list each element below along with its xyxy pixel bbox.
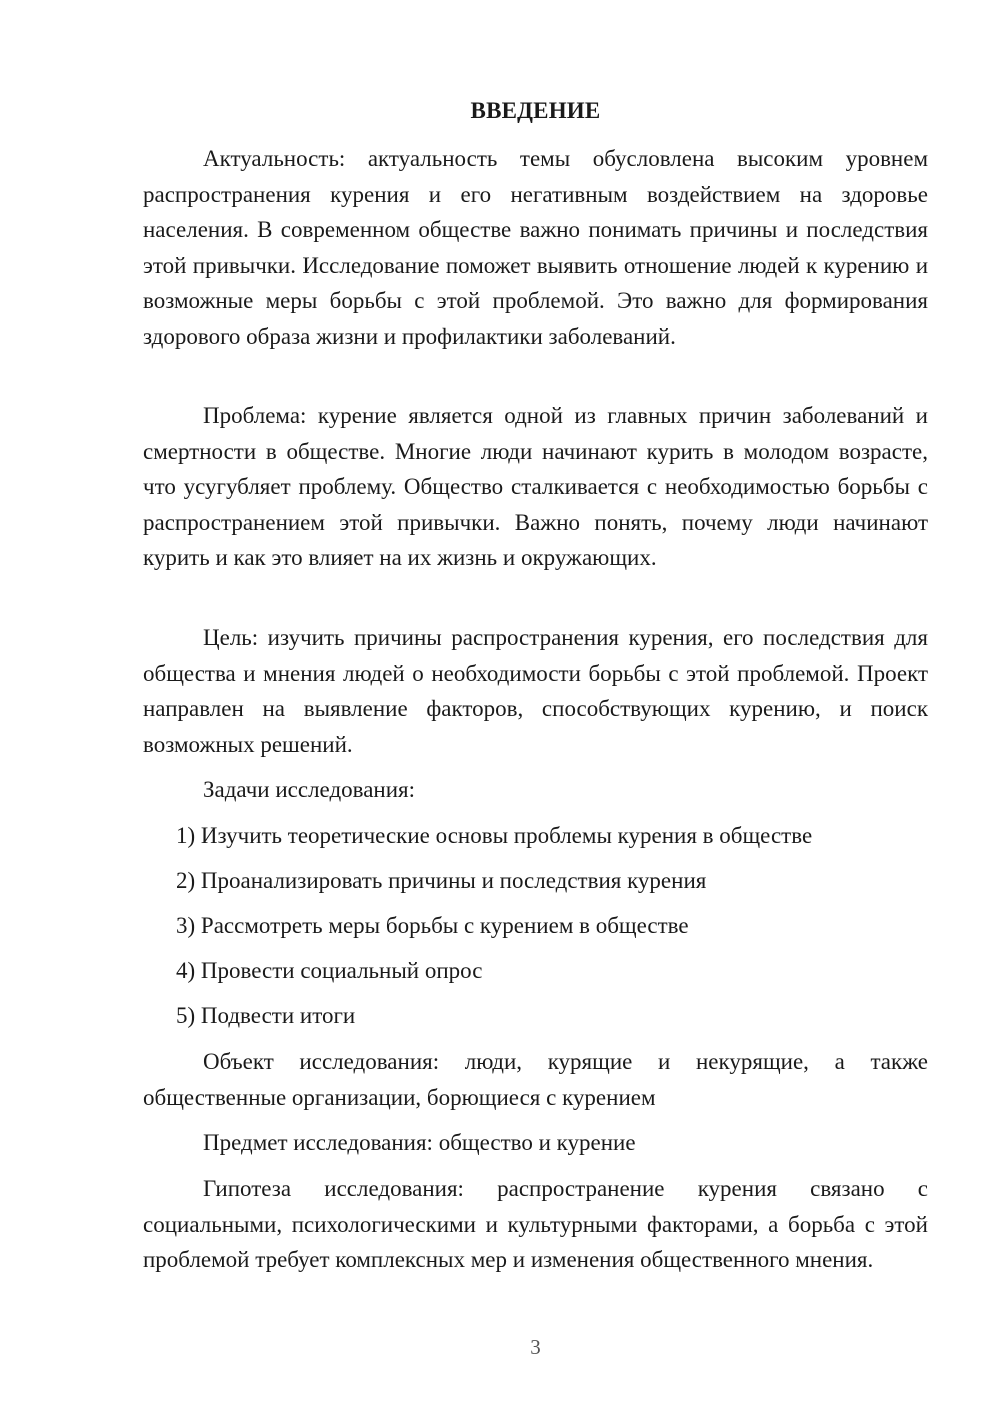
paragraph-goal: Цель: изучить причины распространения курения, его последствия для общества и мнения людей о необходимости борьбы с этой проблемой. Проект направлен на выявление факторов, способствующих курению, и поиск возможных решений. (143, 625, 928, 757)
task-item-4: 4) Провести социальный опрос (176, 958, 483, 983)
paragraph-subject: Предмет исследования: общество и курение (203, 1130, 636, 1155)
task-item-3: 3) Рассмотреть меры борьбы с курением в обществе (176, 913, 689, 938)
paragraph-relevance: Актуальность: актуальность темы обусловлена высоким уровнем распространения курения и его негативным воздействием на здоровье населения. В современном обществе важно понимать причины и последствия этой привычки. Исследование поможет выявить отношение людей к курению и возможные меры борьбы с этой проблемой. Это важно для формирования здорового образа жизни и профилактики заболеваний. (143, 146, 928, 349)
paragraph-hypothesis: Гипотеза исследования: распространение курения связано с социальными, психологическими и культурными факторами, а борьба с этой проблемой требует комплексных мер и изменения общественного мнения. (143, 1176, 928, 1272)
page-title: ВВЕДЕНИЕ (470, 98, 601, 123)
task-item-2: 2) Проанализировать причины и последствия курения (176, 868, 707, 893)
task-item-1: 1) Изучить теоретические основы проблемы курения в обществе (176, 823, 813, 848)
paragraph-problem: Проблема: курение является одной из главных причин заболеваний и смертности в обществе. Многие люди начинают курить в молодом возрасте, что усугубляет проблему. Общество сталкивается с необходимостью борьбы с распространением этой привычки. Важно понять, почему люди начинают курить и как это влияет на их жизнь и окружающих. (143, 403, 928, 570)
paragraph-object: Объект исследования: люди, курящие и некурящие, а также общественные организации, борющиеся с курением (143, 1049, 928, 1110)
tasks-heading: Задачи исследования: (203, 777, 416, 802)
page-number: 3 (530, 1335, 541, 1359)
task-item-5: 5) Подвести итоги (176, 1003, 356, 1028)
